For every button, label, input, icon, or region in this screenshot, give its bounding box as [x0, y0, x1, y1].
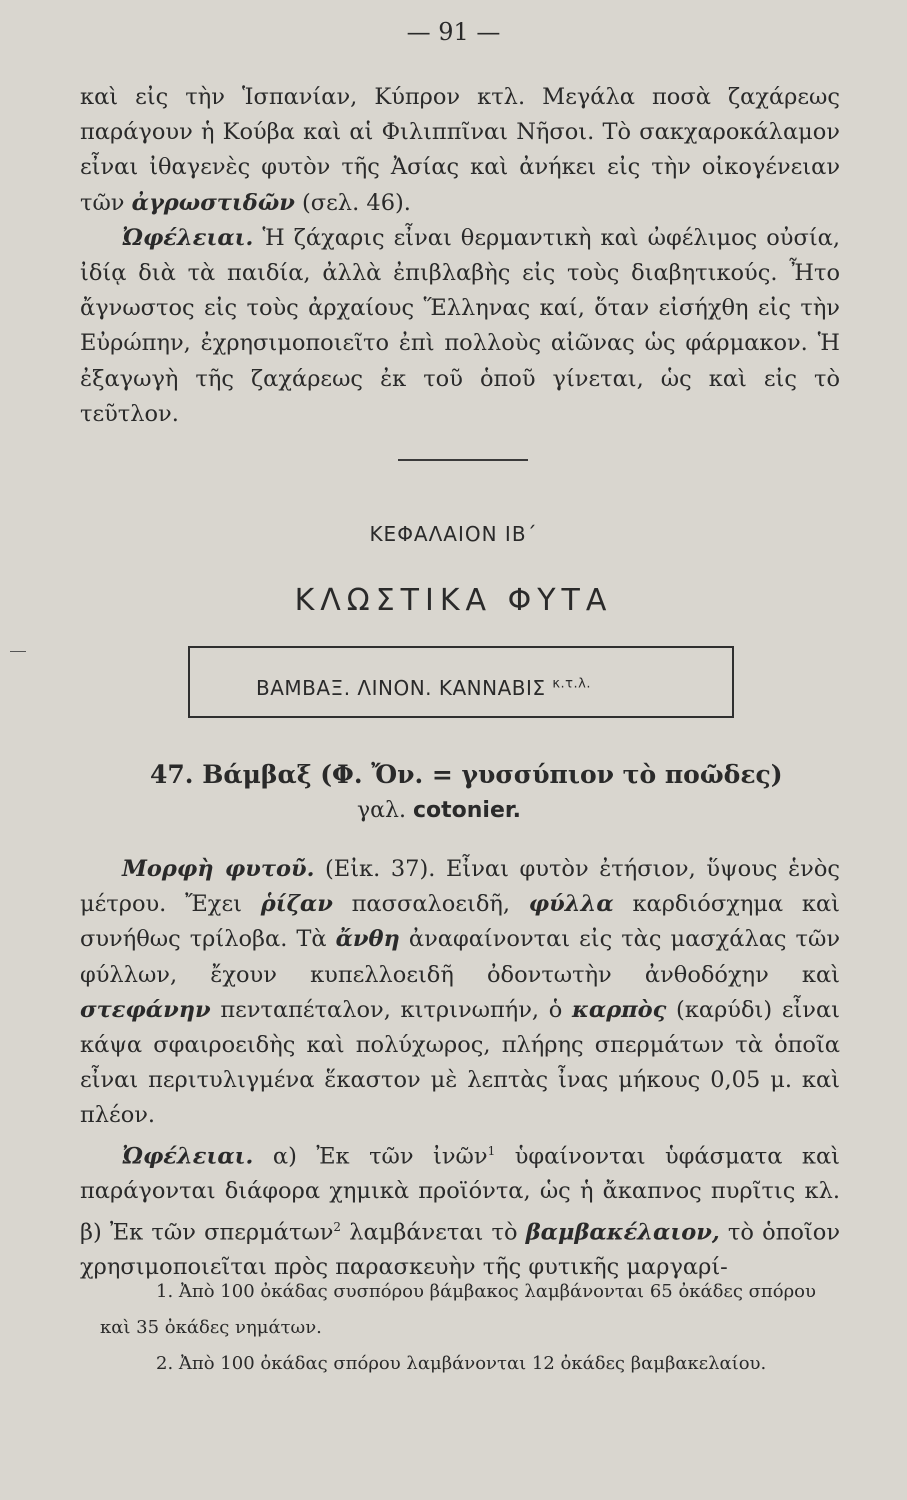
footnote-ref-1: 1 — [487, 1143, 496, 1158]
subject-box-text — [256, 676, 591, 700]
intro-paragraph — [80, 80, 840, 432]
cotton-description — [80, 852, 840, 1285]
margin-mark — [10, 651, 26, 652]
term-fruit: καρπὸς — [572, 996, 667, 1023]
chapter-label: ΚΕΦΑΛΑΙΟΝ ΙΒ΄ — [369, 522, 538, 546]
para1-text: καὶ εἰς τὴν Ἱσπανίαν, Κύπρον κτλ. Μεγάλα ποσὰ ζαχάρεως παράγουν ἡ Κούβα καὶ αἱ Φιλιππῖναι Νῆσοι. Τὸ σακχαροκάλαμον εἶναι ἰθαγενὲς φυτὸν τῆς Ἀσίας καὶ ἀνήκει εἰς τὴν οἰκογένειαν τῶν — [80, 84, 840, 216]
benefits-text-d: τὸ ὁποῖον χρησιμοποιεῖται πρὸς παρασκευὴν τῆς φυτικῆς μαργαρί- — [80, 1219, 841, 1281]
section-heading: 47. Βάμβαξ (Φ. Ὄν. = γυσσύπιον τὸ ποῶδες) — [150, 760, 783, 789]
benefits-heading-2: Ὠφέλειαι. — [122, 1143, 254, 1170]
footnote-1: 1. Ἀπὸ 100 ὀκάδας συσπόρου βάμβακος λαμβάνονται 65 ὀκάδες σπόρου καὶ 35 ὀκάδες νημάτων. — [100, 1281, 816, 1338]
benefits-text-a: α) Ἐκ τῶν ἰνῶν — [272, 1143, 488, 1170]
morph-text-3: καρδιόσχημα καὶ συνήθως τρίλοβα. Τὰ — [80, 891, 840, 953]
section-divider — [398, 459, 528, 461]
term-cottonseed-oil: βαμβακέλαιον, — [525, 1219, 720, 1246]
morph-text-1: (Εἰκ. 37). Εἶναι φυτὸν ἐτήσιον, ὕψους ἑνὸς μέτρου. Ἔχει — [80, 856, 840, 918]
benefits-text-b: ὑφαίνονται ὑφάσματα καὶ παράγονται διάφορα χημικὰ προϊόντα, ὡς ἡ ἄκαπνος πυρῖτις κλ. β) Ἐκ τῶν σπερμάτων — [80, 1143, 841, 1246]
term-root: ῥίζαν — [260, 891, 333, 918]
subject-list: ΒΑΜΒΑΞ. ΛΙΝΟΝ. ΚΑΝΝΑΒΙΣ — [256, 676, 546, 700]
french-name: cotonier. — [412, 798, 521, 823]
page-number: — 91 — — [406, 18, 501, 46]
chapter-title: ΚΛΩΣΤΙΚΑ ΦΥΤΑ — [294, 583, 613, 618]
morph-text-5: πενταπέταλον, κιτρινωπήν, ὁ — [220, 996, 563, 1023]
benefits-text-1: Ἡ ζάχαρις εἶναι θερμαντικὴ καὶ ὠφέλιμος οὐσία, ἰδίᾳ διὰ τὰ παιδία, ἀλλὰ ἐπιβλαβὴς εἰς τοὺς διαβητικούς. Ἦτο ἄγνωστος εἰς τοὺς ἀρχαίους Ἕλληνας καί, ὅταν εἰσήχθη εἰς τὴν Εὐρώπην, ἐχρησιμοποιεῖτο ἐπὶ πολλοὺς αἰῶνας ὡς φάρμακον. Ἡ ἐξαγωγὴ τῆς ζαχάρεως ἐκ τοῦ ὁποῦ γίνεται, ὡς καὶ εἰς τὸ τεῦτλον. — [80, 224, 840, 427]
footnote-ref-2: 2 — [333, 1219, 342, 1234]
para1-bold: ἀγρωστιδῶν — [131, 189, 295, 216]
morphology-heading: Μορφὴ φυτοῦ. — [122, 856, 315, 882]
term-flowers: ἄνθη — [335, 926, 400, 953]
subject-box — [188, 646, 734, 718]
footnote-2: 2. Ἀπὸ 100 ὀκάδας σπόρου λαμβάνονται 12 ὀκάδες βαμβακελαίου. — [156, 1353, 767, 1374]
term-leaves: φύλλα — [528, 891, 614, 918]
french-prefix: γαλ. — [357, 798, 406, 823]
benefits-heading-1: Ὠφέλειαι. — [122, 224, 254, 251]
morph-text-2: πασσαλοειδῆ, — [351, 891, 510, 918]
para1-end: (σελ. 46). — [302, 189, 411, 216]
term-corolla: στεφάνην — [80, 996, 211, 1023]
subject-etc: κ.τ.λ. — [552, 676, 591, 692]
section-subheading — [357, 798, 521, 823]
footnotes — [100, 1274, 840, 1382]
benefits-text-c: λαμβάνεται τὸ — [349, 1219, 518, 1246]
morph-text-4: ἀναφαίνονται εἰς τὰς μασχάλας τῶν φύλλων, ἔχουν κυπελλοειδῆ ὀδοντωτὴν ἀνθοδόχην καὶ — [80, 926, 841, 988]
morph-text-6: (καρύδι) εἶναι κάψα σφαιροειδὴς καὶ πολύχωρος, πλήρης σπερμάτων τὰ ὁποῖα εἶναι περιτυλιγμένα ἕκαστον μὲ λεπτὰς ἶνας μήκους 0,05 μ. καὶ πλέον. — [80, 996, 841, 1129]
